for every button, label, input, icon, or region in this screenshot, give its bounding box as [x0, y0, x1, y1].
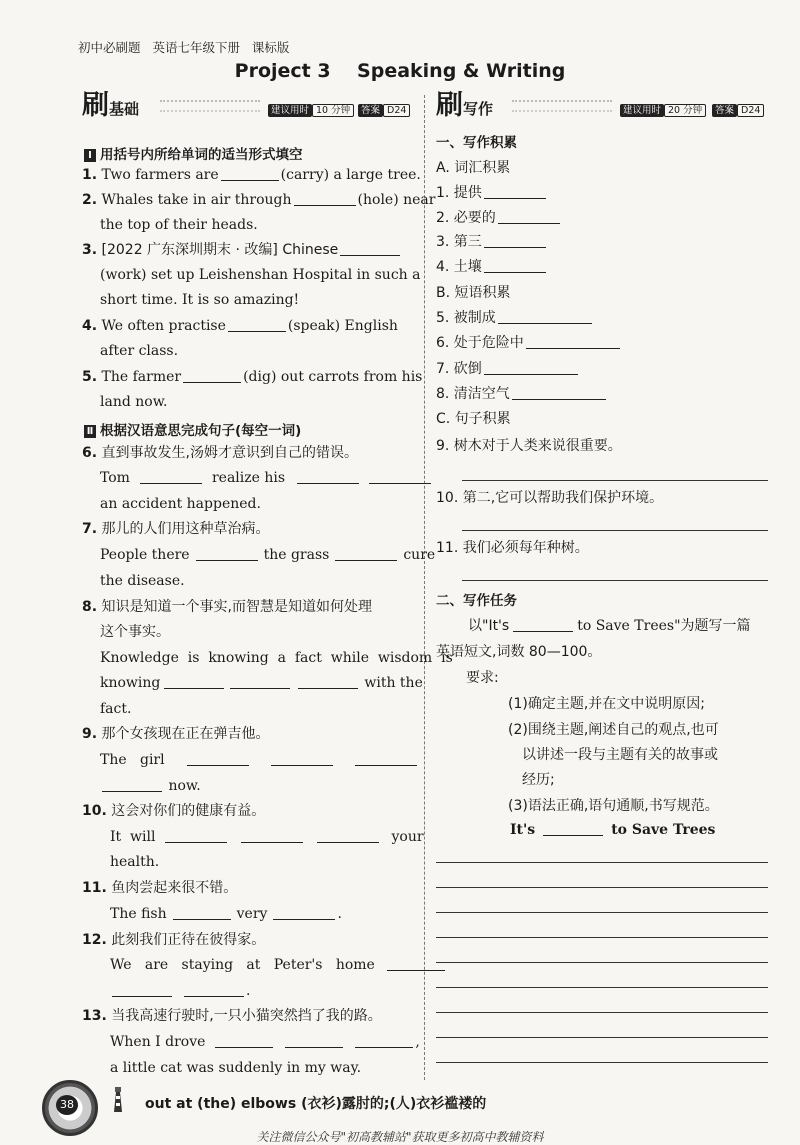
decoration-strip	[512, 100, 612, 112]
answer-blank[interactable]	[317, 828, 379, 843]
answer-blank[interactable]	[387, 956, 445, 971]
left-section-header	[82, 92, 139, 120]
answer-blank[interactable]	[340, 241, 400, 256]
answer-blank[interactable]	[543, 821, 603, 836]
task-line-1: 以"It's to Save Trees"为题写一篇	[468, 618, 751, 634]
answer-blank[interactable]	[369, 469, 431, 484]
question-13: 13. 当我高速行驶时,一只小猫突然挡了我的路。	[82, 1008, 382, 1024]
section-label: 写作	[463, 100, 494, 118]
question-6: 6. 直到事故发生,汤姆才意识到自己的错误。	[82, 445, 358, 461]
phrase-6: 6. 处于危险中	[436, 333, 622, 353]
question-9-en: The girl	[100, 750, 419, 770]
page-number: 38	[56, 1095, 78, 1115]
question-11-en: The fish very .	[110, 906, 342, 922]
sentence-9: 9. 树木对于人类来说很重要。	[436, 438, 622, 454]
answer-blank[interactable]	[512, 385, 606, 400]
answer-blank[interactable]	[297, 469, 359, 484]
question-5-cont: land now.	[100, 394, 168, 410]
question-7-en: People there the grass cure	[100, 547, 436, 563]
answer-blank[interactable]	[294, 191, 356, 206]
answer-blank[interactable]	[484, 233, 546, 248]
edition-name: 课标版	[251, 40, 290, 55]
question-3-cont: (work) set up Leishenshan Hospital in such a	[100, 267, 421, 283]
question-10-en: It will your	[110, 829, 424, 845]
answer-blank[interactable]	[484, 360, 578, 375]
requirement-1: (1)确定主题,并在文中说明原因;	[508, 696, 705, 712]
phrase-5: 5. 被制成	[436, 308, 594, 328]
part-1-title: Ⅰ 用括号内所给单词的适当形式填空	[84, 143, 303, 163]
question-13-cont: a little cat was suddenly in my way.	[110, 1060, 362, 1076]
answer-blank[interactable]	[498, 209, 560, 224]
brush-icon: 刷	[82, 90, 109, 121]
answer-blank[interactable]	[484, 258, 546, 273]
subsection-a: A. 词汇积累	[436, 160, 511, 176]
answer-blank[interactable]	[273, 905, 335, 920]
question-2: 2. Whales take in air through (hole) near	[82, 192, 436, 208]
answer-blank[interactable]	[165, 828, 227, 843]
part-2-title: Ⅱ 根据汉语意思完成句子(每空一词)	[84, 419, 301, 439]
answer-blank[interactable]	[241, 828, 303, 843]
requirement-2-cont: 以讲述一段与主题有关的故事或	[522, 747, 718, 763]
answer-blank[interactable]	[484, 184, 546, 199]
question-8-cont: 这个事实。	[100, 624, 170, 640]
vocab-3: 3. 第三	[436, 232, 548, 252]
writing-line[interactable]	[436, 1037, 768, 1038]
question-7: 7. 那儿的人们用这种草治病。	[82, 521, 270, 537]
question-9-cont: now.	[100, 776, 201, 796]
task-line-2: 英语短文,词数 80—100。	[436, 644, 602, 660]
answer-blank[interactable]	[215, 1033, 273, 1048]
answer-line[interactable]	[462, 480, 768, 481]
answer-line[interactable]	[462, 530, 768, 531]
answer-blank[interactable]	[164, 674, 224, 689]
answer-blank[interactable]	[196, 546, 258, 561]
answer-blank[interactable]	[102, 777, 162, 792]
time-tag: 建议用时 20 分钟	[620, 102, 706, 116]
question-4: 4. We often practise (speak) English	[82, 318, 398, 334]
subject-name: 英语七年级下册	[152, 40, 240, 55]
question-10: 10. 这会对你们的健康有益。	[82, 803, 266, 819]
series-name: 初中必刷题	[78, 40, 141, 55]
answer-tag: 答案 D24	[712, 102, 764, 116]
essay-title: It's to Save Trees	[510, 822, 716, 838]
writing-line[interactable]	[436, 887, 768, 888]
vocab-1: 1. 提供	[436, 183, 548, 203]
requirement-3: (3)语法正确,语句通顺,书写规范。	[508, 798, 719, 814]
phrase-7: 7. 砍倒	[436, 359, 580, 379]
section-label: 基础	[109, 100, 140, 118]
right-section-header	[436, 92, 493, 120]
answer-tag: 答案 D24	[358, 102, 410, 116]
answer-blank[interactable]	[187, 751, 249, 766]
answer-blank[interactable]	[285, 1033, 343, 1048]
question-12-cont: .	[110, 981, 250, 1001]
question-8-en: Knowledge is knowing a fact while wisdom is	[100, 650, 453, 666]
question-3: 3. [2022 广东深圳期末 · 改编] Chinese	[82, 240, 402, 260]
requirements-label: 要求:	[466, 670, 499, 686]
answer-blank[interactable]	[335, 546, 397, 561]
section-2-title: 二、写作任务	[436, 593, 517, 609]
sentence-11: 11. 我们必须每年种树。	[436, 540, 589, 556]
question-9: 9. 那个女孩现在正在弹吉他。	[82, 726, 270, 742]
answer-blank[interactable]	[513, 617, 573, 632]
writing-line[interactable]	[436, 912, 768, 913]
answer-blank[interactable]	[355, 751, 417, 766]
answer-blank[interactable]	[498, 309, 592, 324]
answer-line[interactable]	[462, 580, 768, 581]
page-title: Project 3 Speaking & Writing	[234, 60, 566, 82]
question-8-cont2: fact.	[100, 701, 132, 717]
writing-line[interactable]	[436, 1012, 768, 1013]
column-divider	[424, 95, 425, 1080]
answer-blank[interactable]	[140, 469, 202, 484]
question-10-cont: health.	[110, 854, 160, 870]
requirement-2: (2)围绕主题,阐述自己的观点,也可	[508, 722, 719, 738]
writing-line[interactable]	[436, 862, 768, 863]
question-12-en: We are staying at Peter's home	[110, 955, 447, 975]
answer-blank[interactable]	[228, 317, 286, 332]
writing-line[interactable]	[436, 1062, 768, 1063]
series-header	[78, 38, 289, 56]
answer-blank[interactable]	[526, 334, 620, 349]
idiom-tip: out at (the) elbows (衣衫)露肘的;(人)衣衫褴褛的	[145, 1096, 487, 1112]
answer-blank[interactable]	[221, 166, 279, 181]
writing-line[interactable]	[436, 962, 768, 963]
decoration-strip	[160, 100, 260, 112]
question-8: 8. 知识是知道一个事实,而智慧是知道如何处理	[82, 599, 372, 615]
answer-blank[interactable]	[298, 674, 358, 689]
writing-line[interactable]	[436, 987, 768, 988]
answer-blank[interactable]	[112, 982, 172, 997]
answer-blank[interactable]	[355, 1033, 413, 1048]
writing-line[interactable]	[436, 937, 768, 938]
brush-icon: 刷	[436, 90, 463, 121]
question-6-cont: an accident happened.	[100, 496, 261, 512]
question-2-cont: the top of their heads.	[100, 217, 258, 233]
question-13-en: When I drove ,	[110, 1034, 420, 1050]
question-6-en: Tom realize his	[100, 468, 433, 488]
time-tag: 建议用时 10 分钟	[268, 102, 354, 116]
question-11: 11. 鱼肉尝起来很不错。	[82, 880, 238, 896]
question-5: 5. The farmer (dig) out carrots from his	[82, 369, 423, 385]
vocab-2: 2. 必要的	[436, 208, 562, 228]
question-4-cont: after class.	[100, 343, 179, 359]
phrase-8: 8. 清洁空气	[436, 384, 608, 404]
section-1-title: 一、写作积累	[436, 135, 517, 151]
question-12: 12. 此刻我们正待在彼得家。	[82, 932, 266, 948]
vocab-4: 4. 土壤	[436, 257, 548, 277]
question-3-cont2: short time. It is so amazing!	[100, 292, 300, 308]
lighthouse-icon	[104, 1084, 132, 1114]
question-8-en2: knowing with the	[100, 675, 423, 691]
answer-blank[interactable]	[184, 982, 244, 997]
answer-blank[interactable]	[271, 751, 333, 766]
answer-blank[interactable]	[183, 368, 241, 383]
question-1: 1. Two farmers are (carry) a large tree.	[82, 167, 421, 183]
subsection-c: C. 句子积累	[436, 411, 511, 427]
answer-blank[interactable]	[230, 674, 290, 689]
requirement-2-cont2: 经历;	[522, 772, 555, 788]
sentence-10: 10. 第二,它可以帮助我们保护环境。	[436, 490, 664, 506]
answer-blank[interactable]	[173, 905, 231, 920]
watermark-text: 关注微信公众号"初高教辅站"获取更多初高中教辅资料	[256, 1130, 544, 1144]
question-7-cont: the disease.	[100, 573, 185, 589]
subsection-b: B. 短语积累	[436, 285, 511, 301]
